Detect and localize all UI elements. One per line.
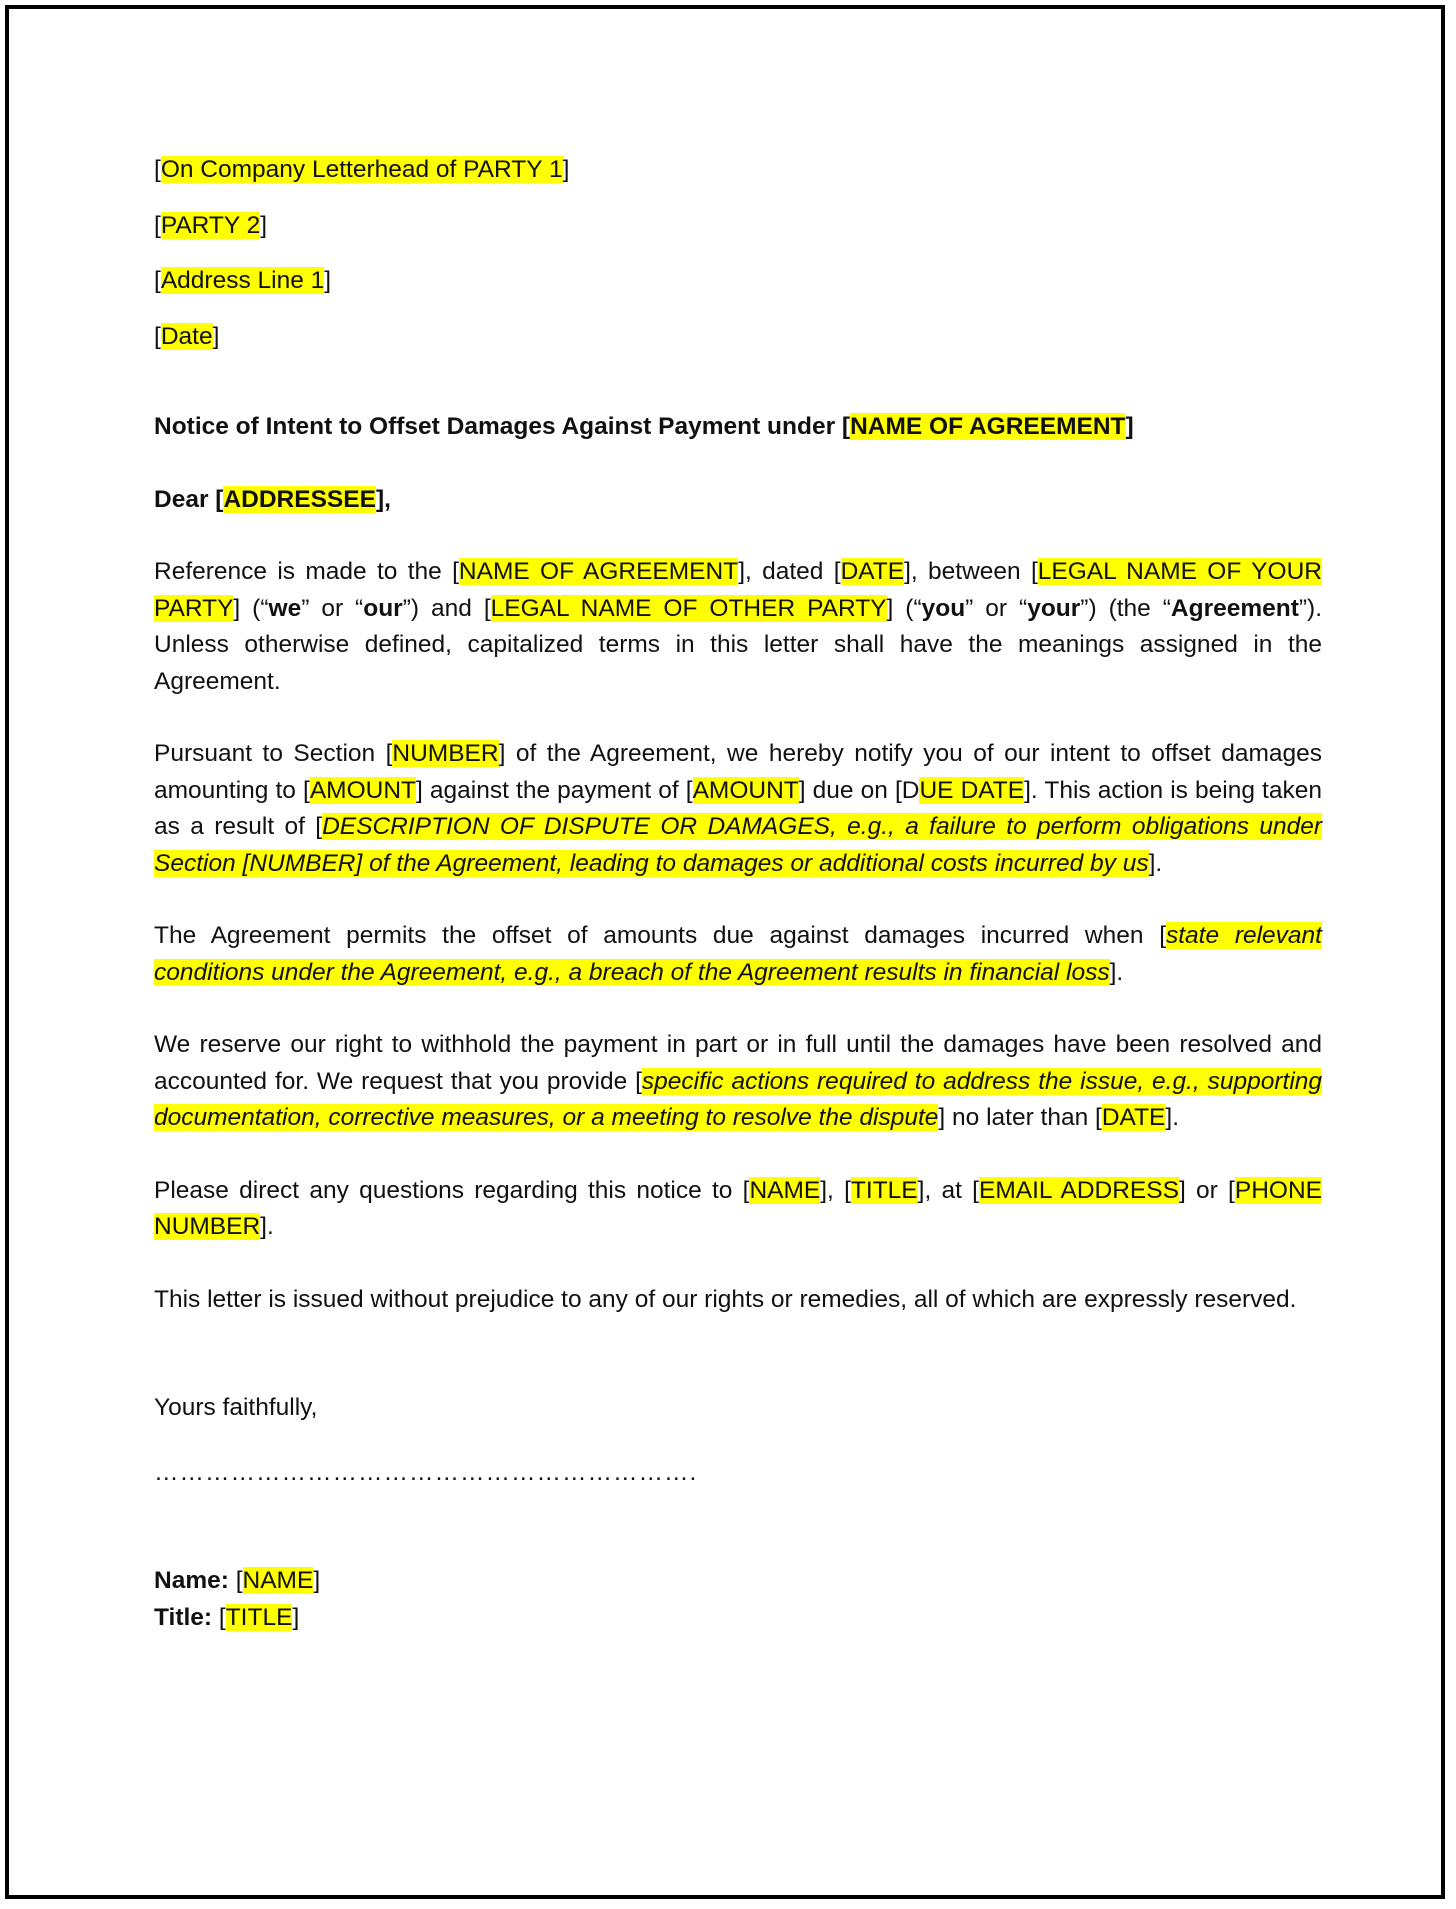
title-prefix: Notice of Intent to Offset Damages Against Payment under [ xyxy=(154,413,851,440)
text-run: ]. This action is being taken as a result of [ xyxy=(154,776,1322,840)
defined-term: you xyxy=(921,594,966,622)
text-run: ” or “ xyxy=(301,594,364,622)
email-placeholder: EMAIL ADDRESS xyxy=(979,1176,1179,1204)
salutation-suffix: ], xyxy=(375,485,391,513)
text-run: ], between [ xyxy=(904,558,1038,585)
date-placeholder: DATE xyxy=(840,558,905,585)
defined-term: our xyxy=(363,594,403,622)
text-run: ], [ xyxy=(820,1176,851,1204)
title-suffix: ] xyxy=(1125,413,1134,440)
paragraph-contact xyxy=(154,1173,1322,1246)
dispute-description-placeholder: DESCRIPTION OF DISPUTE OR DAMAGES, e.g., a failure to perform obligations under Section [NUMBER] of the Agreement, leading to damages or additional costs incurred by us xyxy=(154,813,1322,877)
party2-line: [PARTY 2] xyxy=(154,211,268,239)
paragraph-without-prejudice: This letter is issued without prejudice to any of our rights or remedies, all of which are expressly reserved. xyxy=(154,1285,1297,1313)
party2-placeholder: PARTY 2 xyxy=(160,211,261,239)
addressee-placeholder: ADDRESSEE xyxy=(223,485,376,513)
paragraph-offset-notice xyxy=(154,736,1322,882)
text-run: We reserve our right to withhold the payment in part or in full until the damages have been resolved and accounted for. We request that you provide [ xyxy=(154,1031,1322,1095)
section-number-placeholder: NUMBER xyxy=(392,740,499,767)
letter-body xyxy=(154,152,1322,1636)
contact-title-placeholder: TITLE xyxy=(850,1176,918,1204)
date-line: [Date] xyxy=(154,322,220,350)
your-party-placeholder: LEGAL NAME OF YOUR PARTY xyxy=(154,558,1322,622)
address-placeholder: Address Line 1 xyxy=(160,267,325,294)
date-placeholder: Date xyxy=(160,322,213,350)
text-run: Reference is made to the [ xyxy=(154,558,459,585)
text-run: ], at [ xyxy=(917,1176,979,1204)
agreement-name-placeholder: NAME OF AGREEMENT xyxy=(458,558,739,585)
date-placeholder: DATE xyxy=(1101,1104,1166,1131)
salutation xyxy=(154,482,1322,519)
paragraph-offset-conditions xyxy=(154,918,1322,991)
text-run: ”) (the “ xyxy=(1080,594,1171,622)
letter-title xyxy=(154,409,1322,446)
text-run: ] or [ xyxy=(1178,1176,1235,1204)
amount-placeholder: AMOUNT xyxy=(692,776,799,804)
text-run: ”) and [ xyxy=(402,594,491,622)
text-run: ]. xyxy=(1165,1104,1180,1131)
text-run: ] against the payment of [ xyxy=(416,776,693,804)
contact-name-placeholder: NAME xyxy=(749,1176,821,1204)
text-run: ], dated [ xyxy=(738,558,841,585)
text-run: Please direct any questions regarding this notice to [ xyxy=(154,1176,750,1204)
letterhead-placeholder: On Company Letterhead of PARTY 1 xyxy=(160,156,563,183)
signatory-name-line: Name: [NAME] xyxy=(154,1567,321,1594)
due-date-placeholder: UE DATE xyxy=(919,776,1025,804)
signatory-name-placeholder: NAME xyxy=(242,1567,314,1594)
text-run: ]. xyxy=(1148,849,1163,877)
signature-dotted-line: ………………………………………………………. xyxy=(154,1458,698,1486)
text-run: ]. xyxy=(260,1213,274,1240)
text-run: ] (“ xyxy=(233,594,269,622)
defined-term: your xyxy=(1027,594,1081,622)
text-run: ”). Unless otherwise defined, capitalized terms in this letter shall have the meanings assigned in the Agreement. xyxy=(154,594,1323,695)
title-label: Title: xyxy=(154,1603,213,1631)
address-line: [Address Line 1] xyxy=(154,267,332,294)
phone-placeholder: PHONE NUMBER xyxy=(154,1176,1323,1240)
text-run: Pursuant to Section [ xyxy=(154,740,393,767)
salutation-prefix: Dear [ xyxy=(154,485,224,513)
conditions-placeholder: state relevant conditions under the Agreement, e.g., a breach of the Agreement results in financial loss xyxy=(154,922,1322,986)
text-run: ] (“ xyxy=(886,594,922,622)
letterhead-line: [On Company Letterhead of PARTY 1] xyxy=(154,156,570,183)
name-label: Name: xyxy=(154,1567,229,1594)
text-run: ] due on [D xyxy=(798,776,920,804)
title-agreement-placeholder: NAME OF AGREEMENT xyxy=(850,413,1126,440)
amount-placeholder: AMOUNT xyxy=(309,776,417,804)
text-run: ]. xyxy=(1109,958,1124,986)
text-run: ] no later than [ xyxy=(938,1104,1102,1131)
paragraph-reference xyxy=(154,554,1322,700)
text-run: The Agreement permits the offset of amounts due against damages incurred when [ xyxy=(154,922,1166,949)
other-party-placeholder: LEGAL NAME OF OTHER PARTY xyxy=(490,594,887,622)
paragraph-reservation xyxy=(154,1027,1322,1137)
signatory-title-placeholder: TITLE xyxy=(225,1603,293,1631)
header-block xyxy=(154,152,1322,355)
actions-placeholder: specific actions required to address the issue, e.g., supporting documentation, corrective measures, or a meeting to resolve the dispute xyxy=(154,1067,1323,1131)
defined-term: we xyxy=(268,594,302,622)
closing-line: Yours faithfully, xyxy=(154,1394,318,1421)
text-run: ” or “ xyxy=(965,594,1028,622)
defined-term: Agreement xyxy=(1170,594,1299,622)
signatory-title-line: Title: [TITLE] xyxy=(154,1603,300,1631)
document-page xyxy=(5,5,1445,1899)
text-run: ] of the Agreement, we hereby notify you of our intent to offset damages amounting to [ xyxy=(154,740,1322,804)
